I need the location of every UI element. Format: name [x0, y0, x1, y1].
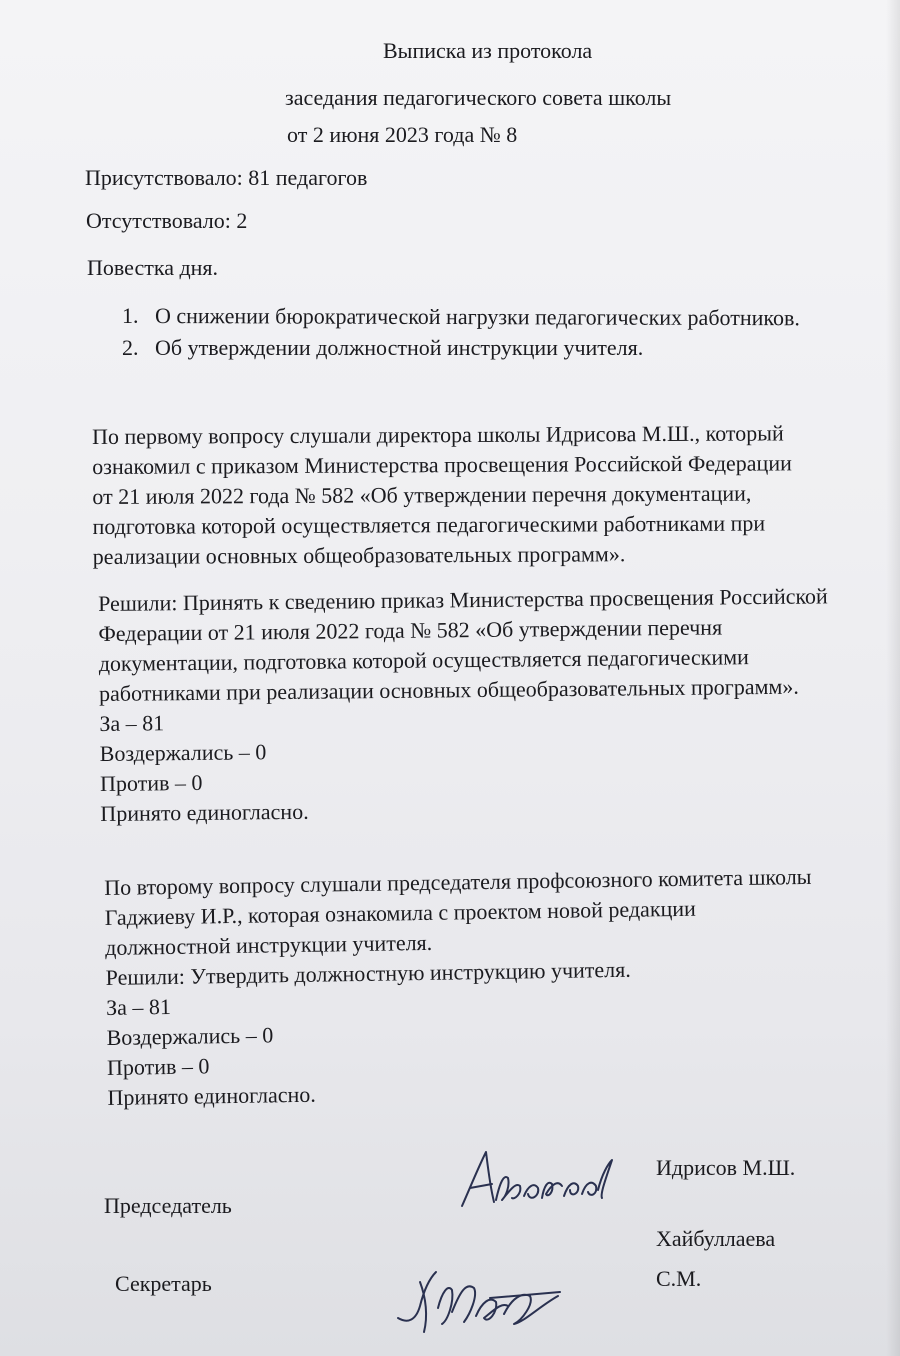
question1-decision-line-1: Решили: Принять к сведению приказ Министерства просвещения Российской: [98, 583, 828, 616]
secretary-label: Секретарь: [115, 1271, 212, 1296]
question1-decision-line-3: документации, подготовка которой осуществляется педагогическими: [98, 644, 749, 676]
question2-heard-line-2: Гаджиеву И.Р., которая ознакомила с проектом новой редакции: [104, 895, 697, 930]
question1-decision-line-2: Федерации от 21 июля 2022 года № 582 «Об утверждении перечня: [98, 614, 723, 646]
question2-heard-line-3: должностной инструкции учителя.: [104, 929, 433, 960]
absent-count: Отсутствовало: 2: [86, 208, 248, 233]
question1-heard-line-2: ознакомил с приказом Министерства просвещения Российской Федерации: [92, 450, 792, 479]
secretary-signature: [390, 1262, 570, 1342]
question1-vote-abstained: Воздержались – 0: [99, 739, 267, 766]
agenda-title: Повестка дня.: [87, 255, 219, 280]
question2-vote-against: Против – 0: [106, 1053, 210, 1080]
agenda-item-1-text: О снижении бюрократической нагрузки педагогических работников.: [154, 303, 800, 331]
agenda-item-2-number: 2.: [122, 335, 139, 360]
question1-decision: [98, 581, 830, 829]
question1-heard-line-3: от 21 июля 2022 года № 582 «Об утверждении перечня документации,: [92, 480, 752, 509]
question1-vote-against: Против – 0: [99, 769, 203, 796]
question1-heard-line-5: реализации основных общеобразовательных программ».: [92, 541, 626, 569]
question2-section: [104, 862, 815, 1113]
question2-heard-line-1: По второму вопросу слушали председателя профсоюзного комитета школы: [104, 863, 812, 900]
question1-result: Принято единогласно.: [100, 798, 309, 826]
agenda-item-2-text: Об утверждении должностной инструкции учителя.: [155, 335, 644, 360]
secretary-name-line-2: С.М.: [656, 1266, 702, 1291]
question2-decision: Решили: Утвердить должностную инструкцию учителя.: [105, 956, 631, 990]
chair-signature: [452, 1138, 622, 1218]
secretary-name-line-1: Хайбуллаева: [656, 1226, 776, 1251]
header-line-3: от 2 июня 2023 года № 8: [287, 122, 518, 147]
question1-decision-line-4: работниками при реализации основных общеобразовательных программ».: [98, 673, 799, 706]
question1-heard-line-4: подготовка которой осуществляется педагогическими работниками при: [92, 510, 766, 539]
question1-heard: [92, 418, 792, 572]
question2-result: Принято единогласно.: [107, 1081, 316, 1110]
question2-vote-abstained: Воздержались – 0: [106, 1022, 274, 1050]
page-shadow-edge: [886, 0, 900, 1356]
agenda-item-1-number: 1.: [122, 303, 139, 328]
question2-vote-for: За – 81: [105, 993, 172, 1020]
question1-heard-line-1: По первому вопросу слушали директора школы Идрисова М.Ш., который: [92, 420, 784, 449]
chair-label: Председатель: [104, 1193, 232, 1218]
present-count: Присутствовало: 81 педагогов: [85, 165, 368, 190]
question1-vote-for: За – 81: [99, 710, 165, 736]
header-line-1: Выписка из протокола: [383, 38, 593, 63]
header-line-2: заседания педагогического совета школы: [285, 85, 672, 110]
chair-name: Идрисов М.Ш.: [656, 1155, 796, 1180]
